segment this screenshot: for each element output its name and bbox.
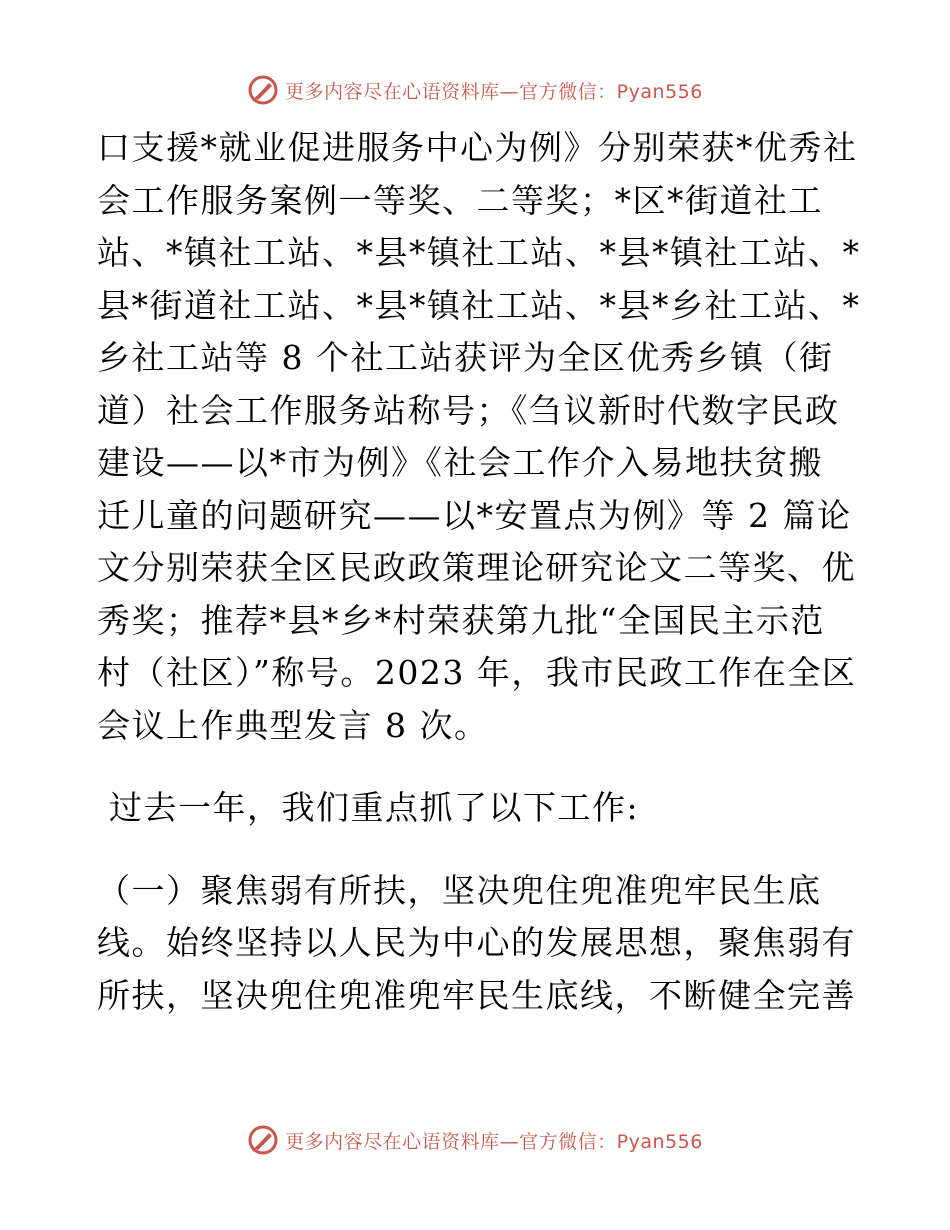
paragraph-awards: [97, 122, 861, 752]
watermark-text: 更多内容尽在心语资料库—官方微信：Pyan556: [285, 80, 703, 103]
text-line: 乡社工站等 8 个社工站获评为全区优秀乡镇（街: [97, 338, 834, 377]
text-line: 迁儿童的问题研究——以*安置点为例》等 2 篇论: [97, 495, 852, 535]
text-line: 会议上作典型发言 8 次。: [97, 705, 489, 745]
text-line: 所扶，坚决兜住兜准兜牢民生底线，不断健全完善: [97, 975, 856, 1015]
text-line: 会工作服务案例一等奖、二等奖；*区*街道社工: [97, 180, 823, 220]
document-body: [97, 122, 861, 1022]
watermark-text: 更多内容尽在心语资料库—官方微信：Pyan556: [285, 1130, 703, 1153]
feather-pen-logo-icon: [247, 74, 279, 106]
paragraph-intro: [97, 782, 857, 835]
text-line: 秀奖；推荐*县*乡*村荣获第九批“全国民主示范: [97, 600, 825, 640]
text-line: 建设——以*市为例》《社会工作介入易地扶贫搬: [97, 443, 823, 482]
feather-pen-logo-icon: [247, 1124, 279, 1156]
text-line: 站、*镇社工站、*县*镇社工站、*县*镇社工站、*: [97, 233, 861, 272]
text-line: 口支援*就业促进服务中心为例》分别荣获*优秀社: [97, 128, 858, 167]
footer-watermark: [0, 1120, 950, 1160]
text-line: 县*街道社工站、*县*镇社工站、*县*乡社工站、*: [97, 285, 861, 325]
header-watermark: [0, 70, 950, 110]
section-heading-line: （一）聚焦弱有所扶，坚决兜住兜准兜牢民生底: [97, 870, 822, 910]
text-line: 过去一年，我们重点抓了以下工作:: [97, 788, 640, 827]
text-line: 线。始终坚持以人民为中心的发展思想，聚焦弱有: [97, 923, 856, 962]
text-line: 文分别荣获全区民政政策理论研究论文二等奖、优: [97, 548, 856, 587]
text-line: 道）社会工作服务站称号；《刍议新时代数字民政: [97, 390, 840, 430]
paragraph-section-one: [97, 865, 857, 1023]
text-line: 村（社区）”称号。2023 年，我市民政工作在全区: [97, 653, 857, 692]
